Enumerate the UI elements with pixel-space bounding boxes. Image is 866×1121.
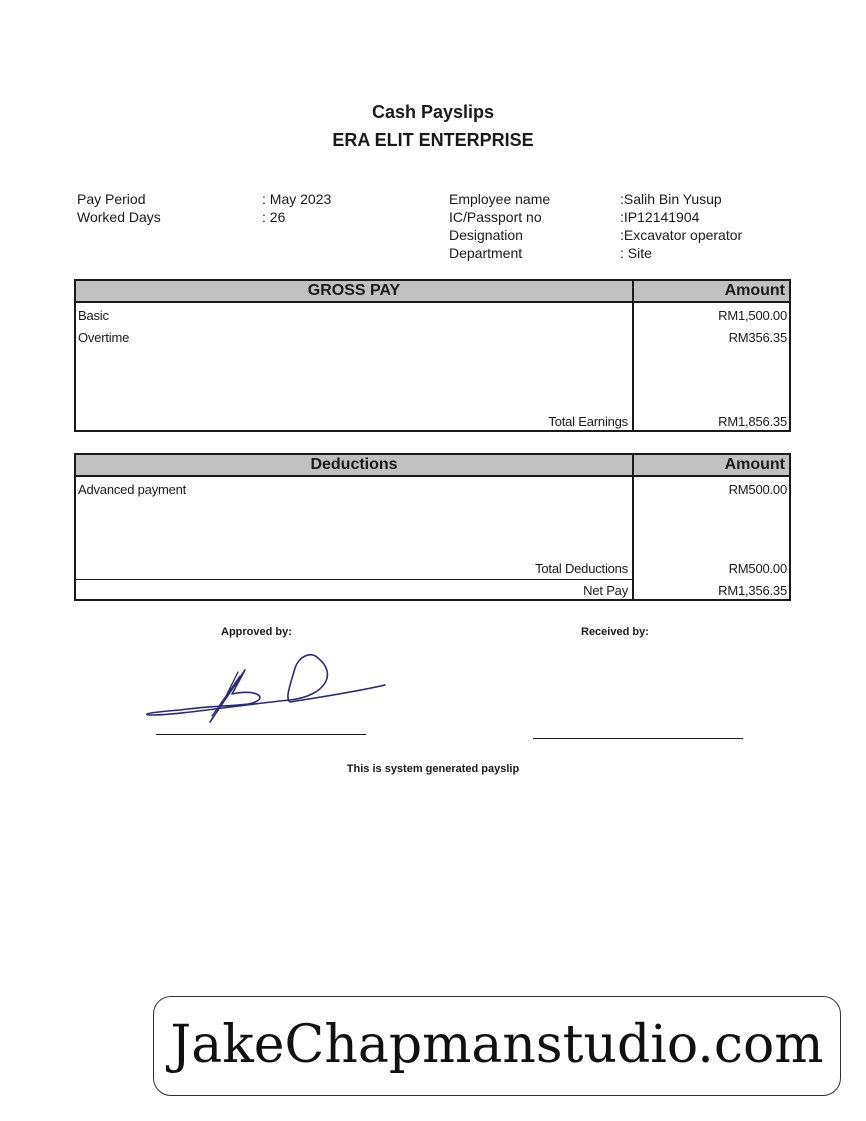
pay-period-value: : May 2023 [262, 191, 332, 207]
company-name: ERA ELIT ENTERPRISE [332, 130, 534, 150]
deductions-header: Deductions [310, 456, 398, 473]
total-earnings-label: Total Earnings [548, 414, 628, 429]
ic-passport-value: :IP12141904 [620, 209, 700, 225]
approver-signature [140, 648, 390, 728]
worked-days-value: : 26 [262, 209, 286, 225]
net-pay-divider [76, 579, 632, 580]
watermark-banner: JakeChapmanstudio.com [153, 996, 841, 1096]
department-value: : Site [620, 245, 652, 261]
ic-passport-label: IC/Passport no [449, 209, 542, 225]
designation-value: :Excavator operator [620, 227, 743, 243]
deductions-header-row [76, 455, 789, 477]
department-label: Department [449, 245, 523, 261]
overtime-amount: RM356.35 [728, 330, 787, 345]
basic-label: Basic [78, 308, 109, 323]
approved-by-label: Approved by: [221, 626, 292, 638]
total-earnings-amount: RM1,856.35 [718, 414, 787, 429]
designation-label: Designation [449, 227, 523, 243]
received-signature-line [533, 738, 743, 739]
approved-signature-line [156, 734, 366, 735]
worked-days-label: Worked Days [77, 209, 161, 225]
net-pay-amount: RM1,356.35 [718, 583, 787, 598]
gross-pay-header-row [76, 281, 789, 303]
total-deductions-amount: RM500.00 [728, 561, 787, 576]
advanced-payment-label: Advanced payment [78, 482, 187, 497]
employee-name-value: :Salih Bin Yusup [620, 191, 722, 207]
deductions-amount-header: Amount [724, 456, 785, 473]
overtime-label: Overtime [78, 330, 130, 345]
net-pay-label: Net Pay [583, 583, 628, 598]
deductions-table [74, 453, 791, 601]
gross-pay-header: GROSS PAY [307, 282, 401, 299]
pay-period-label: Pay Period [77, 191, 146, 207]
payslip-title: Cash Payslips [371, 102, 495, 122]
advanced-payment-amount: RM500.00 [728, 482, 787, 497]
total-deductions-label: Total Deductions [535, 561, 628, 576]
gross-pay-table [74, 279, 791, 432]
column-divider [632, 455, 634, 599]
gross-amount-header: Amount [724, 282, 785, 299]
basic-amount: RM1,500.00 [718, 308, 787, 323]
employee-name-label: Employee name [449, 191, 551, 207]
column-divider [632, 281, 634, 430]
received-by-label: Received by: [581, 626, 649, 638]
system-generated-note: This is system generated payslip [346, 763, 520, 775]
